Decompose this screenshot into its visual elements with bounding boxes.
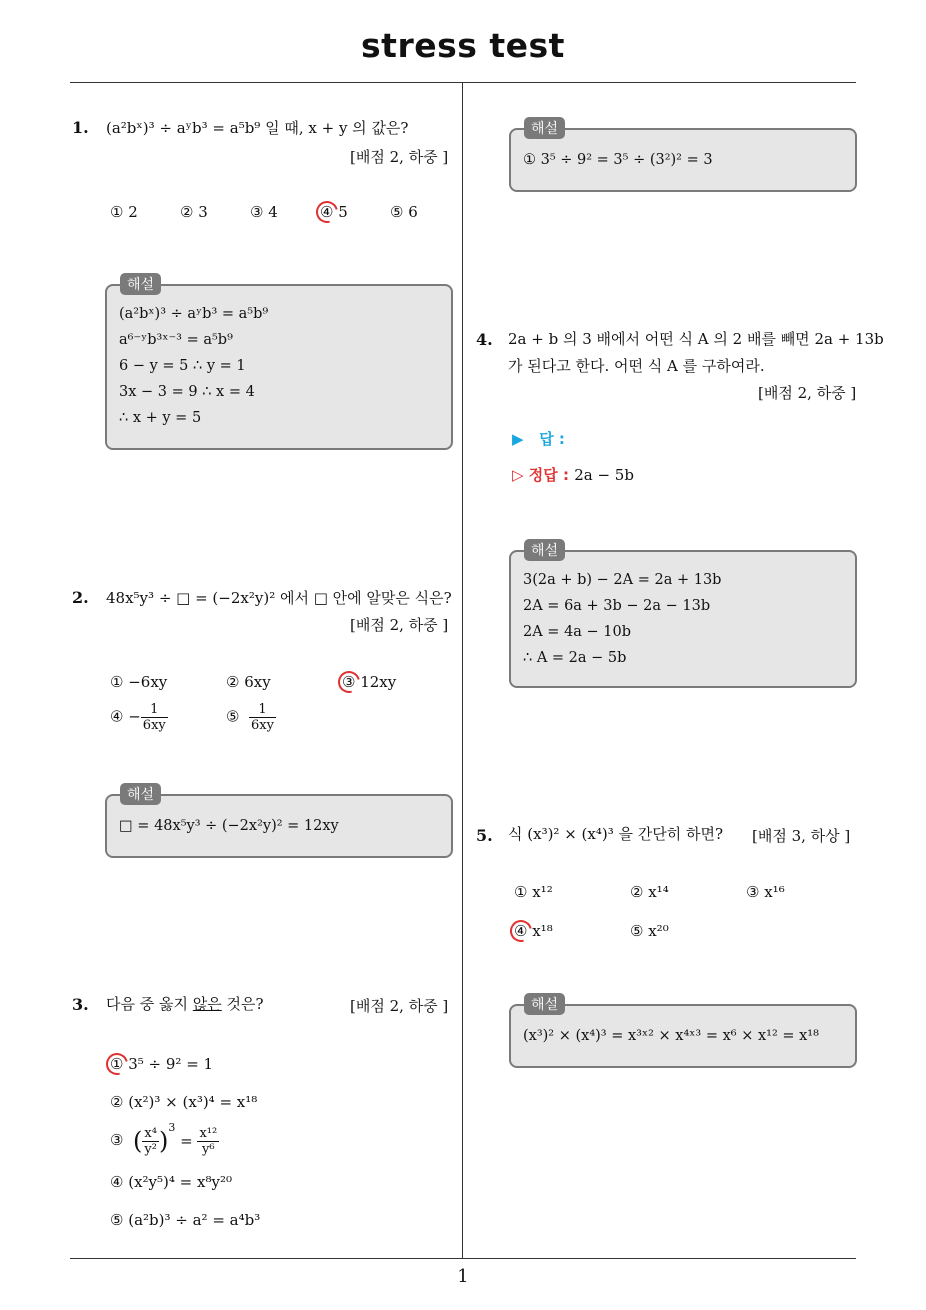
option-3[interactable]: ③ ( $\frac{\text{x⁴}}{\text{y²}}$ )$^3$ = $\frac{\text{x¹²}}{\text{y⁶}}$ (110, 1121, 218, 1157)
explanation-line: ① 3⁵ ÷ 9² = 3⁵ ÷ (3²)² = 3 (523, 152, 713, 168)
option-2[interactable]: ② (x²)³ × (x³)⁴ = x¹⁸ (110, 1093, 258, 1111)
question-meta: [배점 2, 하중 ] (350, 148, 449, 166)
option-4[interactable]: ④ (x²y⁵)⁴ = x⁸y²⁰ (110, 1173, 232, 1191)
explanation-line: (a²bˣ)³ ÷ aʸb³ = a⁵b⁹ (119, 306, 269, 322)
option-3[interactable]: ③ x¹⁶ (746, 883, 785, 901)
question-text: 식 (x³)² × (x⁴)³ 을 간단히 하면? (508, 825, 724, 843)
fraction: $\frac{1}{6xy}$ (251, 702, 274, 733)
option-4[interactable]: ④ x¹⁸ (514, 922, 553, 940)
option-prefix: ④ − (110, 707, 141, 726)
explanation-line: 2A = 4a − 10b (523, 624, 632, 640)
option-3[interactable]: ③ 4 (250, 203, 278, 221)
question-number: 5. (476, 826, 493, 845)
explanation-line: ∴ A = 2a − 5b (523, 650, 627, 666)
question-text: 48x⁵y³ ÷ □ = (−2x²y)² 에서 □ 안에 알맞은 식은? (106, 589, 452, 607)
explanation-tag: 해설 (524, 117, 565, 139)
explanation-line: 3x − 3 = 9 ∴ x = 4 (119, 384, 255, 400)
selected-answer-circle-icon (312, 197, 342, 227)
option-1[interactable]: ① 2 (110, 203, 138, 221)
correct-arrow-icon: ▷ (512, 466, 524, 484)
fraction: $\frac{1}{6xy}$ (142, 702, 166, 733)
question-text: 2a + b 의 3 배에서 어떤 식 A 의 2 배를 빼면 2a + 13b (508, 330, 884, 348)
option-5[interactable] (226, 702, 276, 733)
question-meta: [배점 3, 하상 ] (752, 827, 851, 845)
explanation-tag: 해설 (524, 539, 565, 561)
option-2[interactable]: ② 6xy (226, 673, 271, 691)
option-1[interactable]: ① 3⁵ ÷ 9² = 1 (110, 1055, 214, 1073)
answer-arrow-icon: ▶ (512, 430, 524, 448)
question-meta: [배점 2, 하중 ] (350, 997, 449, 1015)
option-4[interactable]: ④ 5 (320, 203, 348, 221)
explanation-tag: 해설 (120, 783, 161, 805)
question-text: (a²bˣ)³ ÷ aʸb³ = a⁵b⁹ 일 때, x + y 의 값은? (106, 119, 409, 137)
option-2[interactable]: ② 3 (180, 203, 208, 221)
question-number: 1. (72, 118, 89, 137)
explanation-line: □ = 48x⁵y³ ÷ (−2x²y)² = 12xy (119, 818, 339, 834)
option-2[interactable]: ② x¹⁴ (630, 883, 669, 901)
question-number: 3. (72, 995, 89, 1014)
option-1[interactable]: ① x¹² (514, 883, 553, 901)
option-5[interactable]: ⑤ 6 (390, 203, 418, 221)
explanation-tag: 해설 (524, 993, 565, 1015)
page-title: stress test (361, 26, 565, 65)
explanation-line: a⁶⁻ʸb³ˣ⁻³ = a⁵b⁹ (119, 332, 233, 348)
question-number: 2. (72, 588, 89, 607)
footer-rule (70, 1258, 856, 1259)
explanation-line: (x³)² × (x⁴)³ = x³ˣ² × x⁴ˣ³ = x⁶ × x¹² = x¹⁸ (523, 1028, 819, 1044)
page-number: 1 (457, 1266, 469, 1287)
question-meta: [배점 2, 하중 ] (758, 384, 857, 402)
option-1[interactable]: ① −6xy (110, 673, 168, 691)
explanation-tag: 해설 (120, 273, 161, 295)
option-prefix: ③ (110, 1131, 124, 1149)
explanation-line: 3(2a + b) − 2A = 2a + 13b (523, 572, 722, 588)
explanation-line: 6 − y = 5 ∴ y = 1 (119, 358, 246, 374)
option-3[interactable]: ③ 12xy (342, 673, 397, 691)
option-4[interactable] (110, 702, 168, 733)
underlined-word: 않은 (192, 995, 222, 1013)
explanation-box (509, 550, 857, 688)
header-rule (70, 82, 856, 83)
selected-answer-circle-icon (506, 916, 536, 946)
selected-answer-circle-icon (102, 1049, 132, 1079)
column-divider (462, 83, 463, 1259)
explanation-line: ∴ x + y = 5 (119, 410, 202, 426)
correct-answer-row: ▷ 정답 : 2a − 5b (512, 466, 634, 484)
question-meta: [배점 2, 하중 ] (350, 616, 449, 634)
option-5[interactable]: ⑤ x²⁰ (630, 922, 669, 940)
selected-answer-circle-icon (334, 667, 364, 697)
explanation-box (105, 284, 453, 450)
question-text: 다음 중 옳지 않은 것은? (106, 995, 264, 1013)
fraction: $\frac{\text{x⁴}}{\text{y²}}$ (144, 1125, 157, 1157)
question-number: 4. (476, 330, 493, 349)
option-5[interactable]: ⑤ (a²b)³ ÷ a² = a⁴b³ (110, 1211, 261, 1229)
answer-row: ▶ 답 : (512, 430, 565, 448)
fraction: $\frac{\text{x¹²}}{\text{y⁶}}$ (199, 1125, 218, 1157)
explanation-line: 2A = 6a + 3b − 2a − 13b (523, 598, 711, 614)
option-prefix: ⑤ (226, 707, 240, 726)
correct-answer-value: 2a − 5b (574, 466, 634, 484)
question-text: 가 된다고 한다. 어떤 식 A 를 구하여라. (508, 357, 765, 375)
